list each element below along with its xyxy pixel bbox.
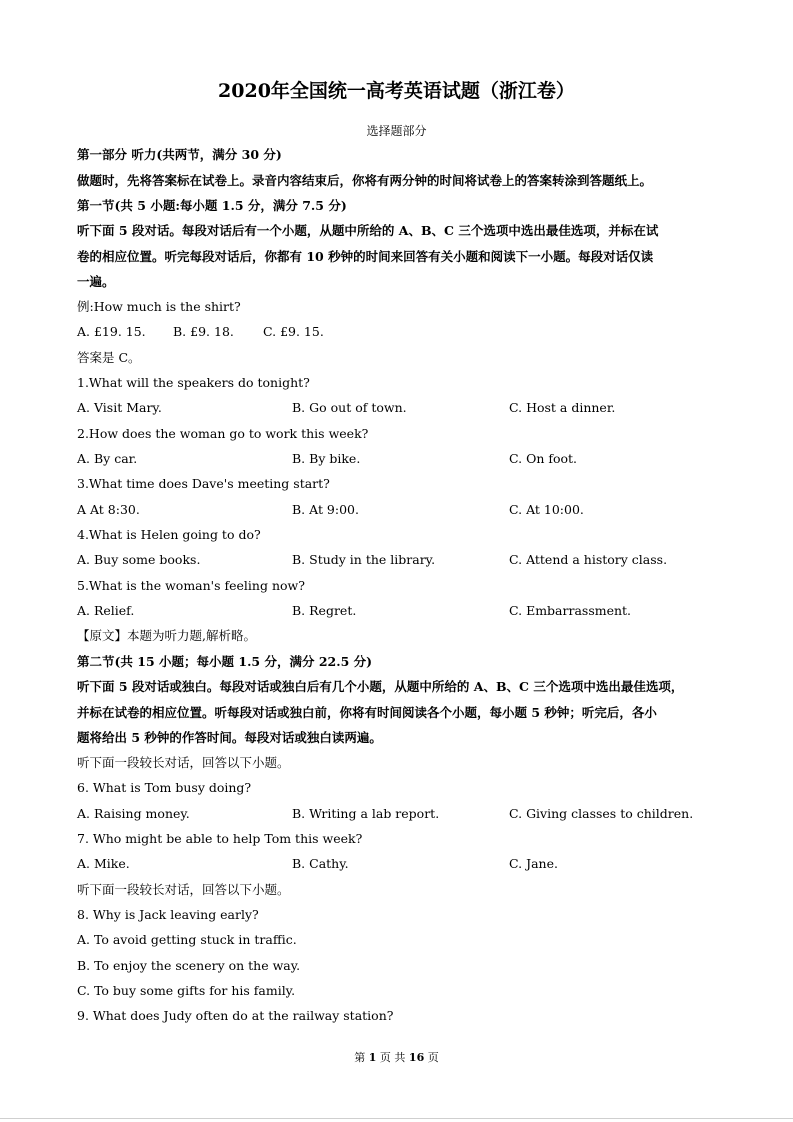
question-1: 1.What will the speakers do tonight? — [77, 375, 310, 390]
question-5: 5.What is the woman's feeling now? — [77, 578, 305, 593]
q2-option-c: C. On foot. — [509, 451, 578, 466]
q3-option-a: A At 8:30. — [77, 502, 140, 517]
q6-option-c: C. Giving classes to children. — [509, 806, 694, 821]
question-6: 6. What is Tom busy doing? — [77, 780, 252, 795]
section1-instructions-line3: 一遍。 — [77, 274, 115, 289]
question-7: 7. Who might be able to help Tom this week? — [77, 831, 363, 846]
total-pages: 16 — [408, 1051, 425, 1064]
long-dialogue-intro-2: 听下面一段较长对话，回答以下小题。 — [77, 882, 290, 897]
q2-option-b: B. By bike. — [292, 451, 361, 466]
footer-suffix: 页 — [427, 1051, 439, 1064]
example-answer: 答案是 C。 — [77, 350, 141, 365]
question-2: 2.How does the woman go to work this week? — [77, 426, 369, 441]
page-footer — [0, 1049, 793, 1065]
q1-option-a: A. Visit Mary. — [77, 400, 162, 415]
q5-option-c: C. Embarrassment. — [509, 603, 632, 618]
footer-mid: 页 共 — [379, 1051, 406, 1064]
section2-instructions-line1: 听下面 5 段对话或独白。每段对话或独白后有几个小题，从题中所给的 A、B、C 三个选项中选出最佳选项， — [77, 679, 684, 694]
q5-option-a: A. Relief. — [77, 603, 135, 618]
section2-instructions-line3: 题将给出 5 秒钟的作答时间。每段对话或独白读两遍。 — [77, 730, 382, 745]
q3-option-b: B. At 9:00. — [292, 502, 359, 517]
page-bottom-divider — [0, 1118, 793, 1119]
example-option-c: C. £9. 15. — [263, 324, 324, 339]
q7-option-b: B. Cathy. — [292, 856, 349, 871]
q7-option-a: A. Mike. — [77, 856, 130, 871]
section1-instructions-line2: 卷的相应位置。听完每段对话后，你都有 10 秒钟的时间来回答有关小题和阅读下一小题。每段对话仅读 — [77, 249, 654, 264]
q7-option-c: C. Jane. — [509, 856, 558, 871]
long-dialogue-intro-1: 听下面一段较长对话，回答以下小题。 — [77, 755, 290, 770]
page-number: 1 — [368, 1051, 377, 1064]
q4-option-b: B. Study in the library. — [292, 552, 436, 567]
question-4: 4.What is Helen going to do? — [77, 527, 261, 542]
q1-option-c: C. Host a dinner. — [509, 400, 616, 415]
section2-heading: 第二节(共 15 小题；每小题 1.5 分，满分 22.5 分) — [77, 654, 373, 669]
section2-instructions-line2: 并标在试卷的相应位置。听每段对话或独白前，你将有时间阅读各个小题，每小题 5 秒钟；听完后，各小 — [77, 705, 657, 720]
q4-option-a: A. Buy some books. — [77, 552, 201, 567]
section1-heading: 第一节(共 5 小题:每小题 1.5 分，满分 7.5 分) — [77, 198, 347, 213]
q5-option-b: B. Regret. — [292, 603, 357, 618]
listening-note: 【原文】本题为听力题,解析略。 — [77, 628, 256, 643]
q3-option-c: C. At 10:00. — [509, 502, 584, 517]
q2-option-a: A. By car. — [77, 451, 138, 466]
q8-option-b: B. To enjoy the scenery on the way. — [77, 958, 301, 973]
section1-instructions-line1: 听下面 5 段对话。每段对话后有一个小题，从题中所给的 A、B、C 三个选项中选出最佳选项，并标在试 — [77, 223, 659, 238]
part1-heading: 第一部分 听力(共两节，满分 30 分) — [77, 147, 282, 162]
question-9: 9. What does Judy often do at the railway station? — [77, 1008, 394, 1023]
q8-option-a: A. To avoid getting stuck in traffic. — [77, 932, 297, 947]
example-question: 例:How much is the shirt? — [77, 299, 241, 314]
example-option-b: B. £9. 18. — [173, 324, 234, 339]
section-subtitle: 选择题部分 — [366, 124, 427, 138]
q6-option-a: A. Raising money. — [77, 806, 190, 821]
q4-option-c: C. Attend a history class. — [509, 552, 668, 567]
example-option-a: A. £19. 15. — [77, 324, 146, 339]
footer-prefix: 第 — [354, 1051, 366, 1064]
q6-option-b: B. Writing a lab report. — [292, 806, 440, 821]
question-3: 3.What time does Dave's meeting start? — [77, 476, 330, 491]
question-8: 8. Why is Jack leaving early? — [77, 907, 259, 922]
document-title: 2020年全国统一高考英语试题（浙江卷） — [218, 80, 575, 102]
q1-option-b: B. Go out of town. — [292, 400, 407, 415]
q8-option-c: C. To buy some gifts for his family. — [77, 983, 296, 998]
part1-instructions: 做题时，先将答案标在试卷上。录音内容结束后，你将有两分钟的时间将试卷上的答案转涂到答题纸上。 — [77, 173, 653, 188]
